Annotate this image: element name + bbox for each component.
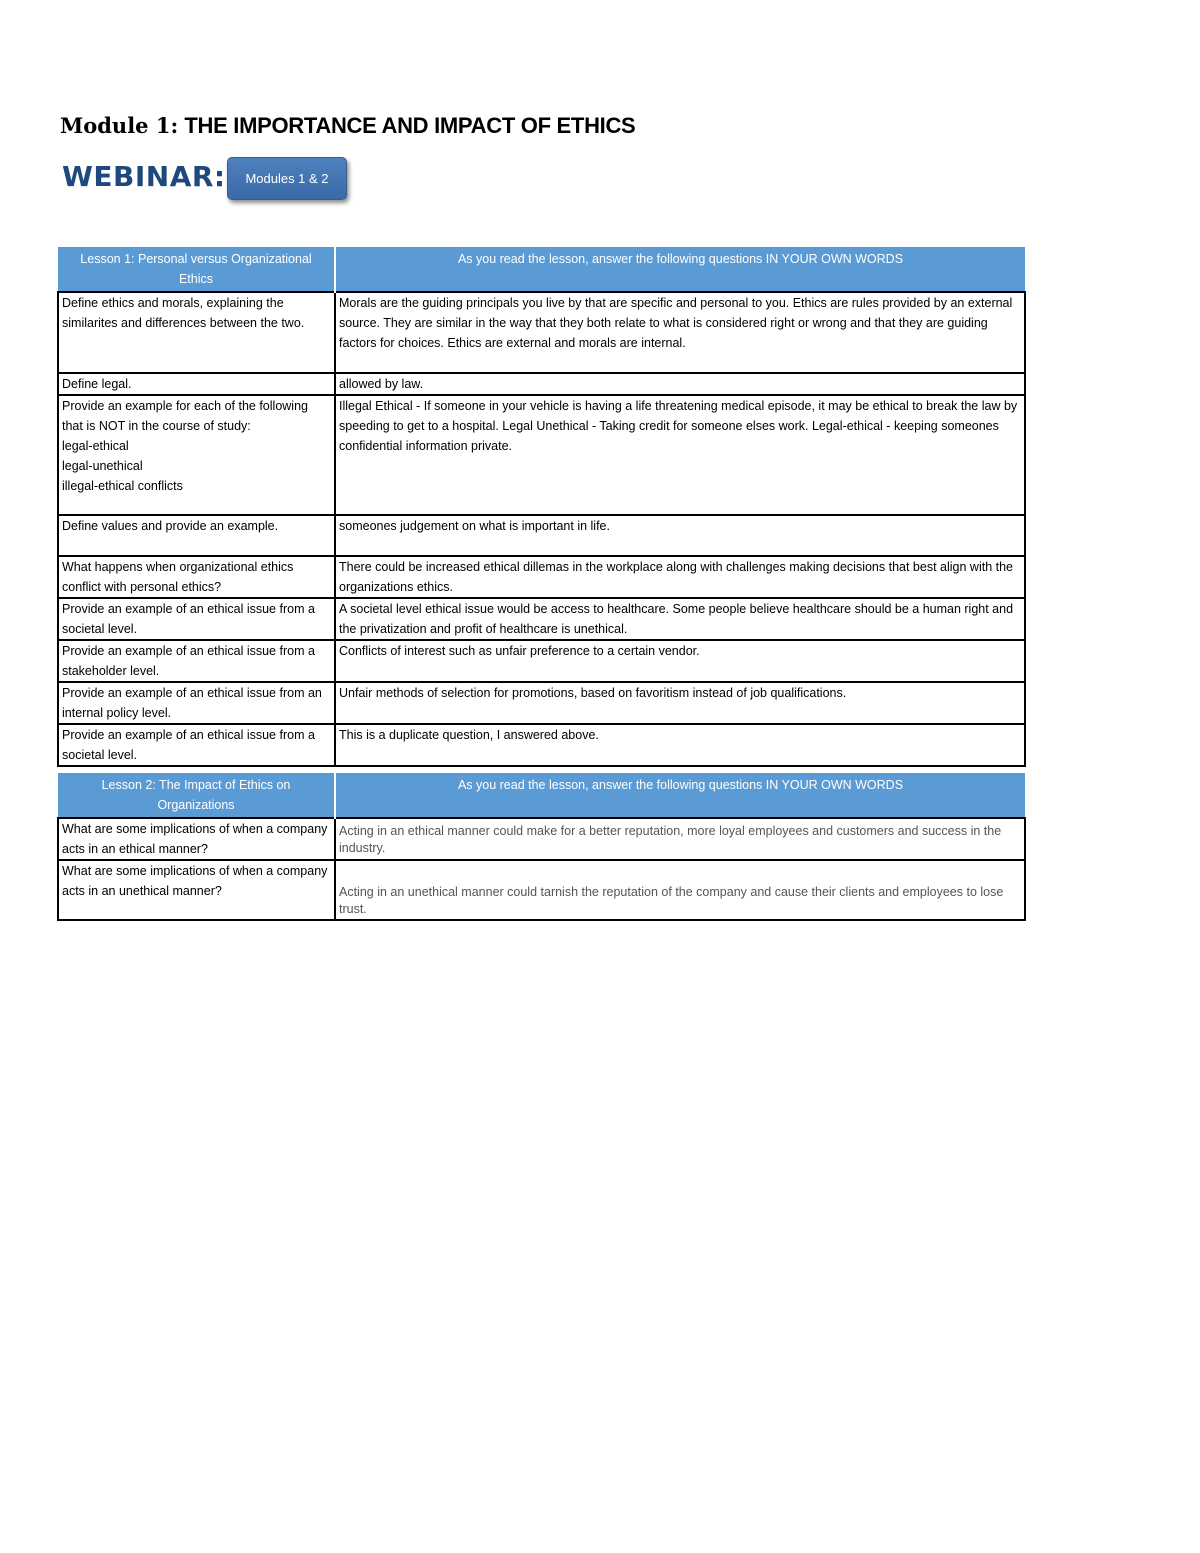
table-row — [58, 395, 1025, 515]
question-cell: Provide an example for each of the following that is NOT in the course of study: legal-ethical legal-unethical illegal-ethical conflicts — [58, 395, 335, 515]
table-row — [58, 556, 1025, 598]
answer-cell[interactable]: A societal level ethical issue would be access to healthcare. Some people believe healthcare should be a human right and the privatization and profit of healthcare is unethical. — [335, 598, 1025, 640]
question-cell: Provide an example of an ethical issue from a societal level. — [58, 598, 335, 640]
question-cell: Provide an example of an ethical issue from a societal level. — [58, 724, 335, 766]
answer-cell[interactable]: Morals are the guiding principals you live by that are specific and personal to you. Ethics are rules provided by an external source. They are similar in the way that they both relate to what is considered right or wrong and that they are guiding factors for choices. Ethics are external and morals are internal. — [335, 292, 1025, 373]
webinar-modules-button[interactable]: Modules 1 & 2 — [227, 157, 347, 200]
table-row — [58, 515, 1025, 556]
table-row — [58, 292, 1025, 373]
lesson-1-title: Lesson 1: Personal versus Organizational Ethics — [58, 247, 335, 292]
table-row — [58, 724, 1025, 766]
lesson-1-table — [57, 247, 1026, 767]
question-cell: Define ethics and morals, explaining the similarites and differences between the two. — [58, 292, 335, 373]
table-row — [58, 373, 1025, 395]
table-row — [58, 598, 1025, 640]
answer-cell[interactable]: allowed by law. — [335, 373, 1025, 395]
lesson-2-header-row — [58, 773, 1025, 818]
answer-cell[interactable]: Acting in an unethical manner could tarnish the reputation of the company and cause their clients and employees to lose trust. — [335, 860, 1025, 920]
table-row — [58, 640, 1025, 682]
lesson-2-title: Lesson 2: The Impact of Ethics on Organizations — [58, 773, 335, 818]
module-prefix: Module 1: — [60, 113, 179, 138]
table-row — [58, 860, 1025, 920]
webinar-label: WEBINAR: — [62, 160, 226, 193]
answer-cell[interactable]: Conflicts of interest such as unfair preference to a certain vendor. — [335, 640, 1025, 682]
table-row — [58, 682, 1025, 724]
question-cell: Define legal. — [58, 373, 335, 395]
page-title — [60, 113, 635, 139]
answer-cell[interactable]: Unfair methods of selection for promotions, based on favoritism instead of job qualifications. — [335, 682, 1025, 724]
answer-cell[interactable]: someones judgement on what is important in life. — [335, 515, 1025, 556]
lesson-2-table — [57, 773, 1026, 921]
lesson-1-header-row — [58, 247, 1025, 292]
question-cell: What happens when organizational ethics conflict with personal ethics? — [58, 556, 335, 598]
lesson-2-instructions: As you read the lesson, answer the following questions IN YOUR OWN WORDS — [335, 773, 1025, 818]
module-title: THE IMPORTANCE AND IMPACT OF ETHICS — [184, 113, 636, 138]
question-cell: What are some implications of when a company acts in an unethical manner? — [58, 860, 335, 920]
question-cell: Provide an example of an ethical issue from a stakeholder level. — [58, 640, 335, 682]
table-row — [58, 818, 1025, 860]
answer-cell[interactable]: Illegal Ethical - If someone in your vehicle is having a life threatening medical episode, it may be ethical to break the law by speeding to get to a hospital. Legal Unethical - Taking credit for someone elses work. Legal-ethical - keeping someones confidential information private. — [335, 395, 1025, 515]
lesson-1-instructions: As you read the lesson, answer the following questions IN YOUR OWN WORDS — [335, 247, 1025, 292]
answer-cell[interactable]: This is a duplicate question, I answered above. — [335, 724, 1025, 766]
question-cell: What are some implications of when a company acts in an ethical manner? — [58, 818, 335, 860]
answer-cell[interactable]: There could be increased ethical dillemas in the workplace along with challenges making decisions that best align with the organizations ethics. — [335, 556, 1025, 598]
answer-cell[interactable]: Acting in an ethical manner could make for a better reputation, more loyal employees and customers and success in the industry. — [335, 818, 1025, 860]
question-cell: Provide an example of an ethical issue from an internal policy level. — [58, 682, 335, 724]
question-cell: Define values and provide an example. — [58, 515, 335, 556]
